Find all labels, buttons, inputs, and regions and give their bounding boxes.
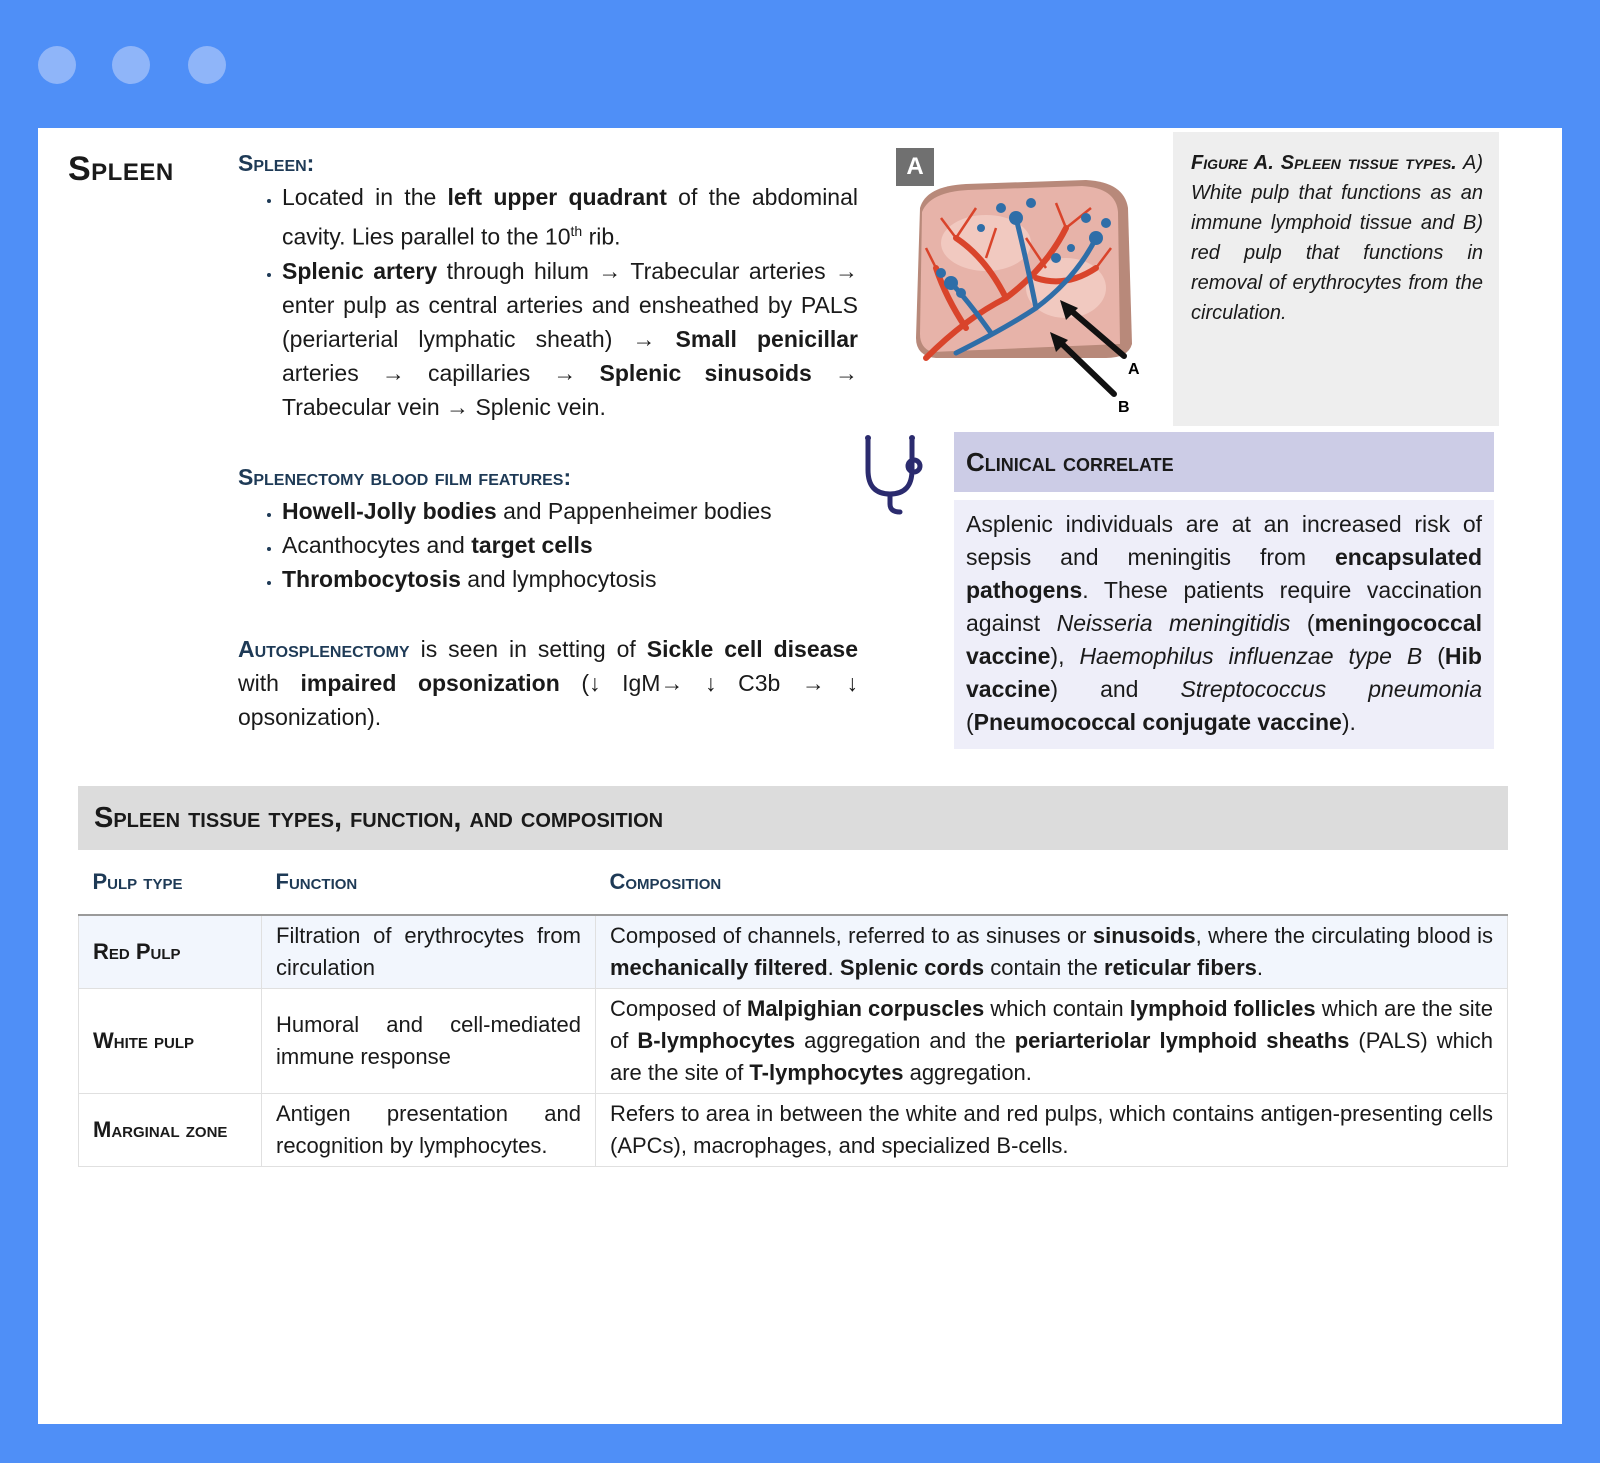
table-row [79, 915, 1508, 989]
pulp-type-cell: Red Pulp [79, 915, 262, 989]
table-header-row [79, 850, 1508, 915]
clinical-paragraph: Asplenic individuals are at an increased risk of sepsis and meningitis from encapsulated pathogens. These patients require vaccination against Neisseria meningitidis (meningococcal vaccine), Haemophilus influenzae type B (Hib vaccine) and Streptococcus pneumonia (Pneumococcal conjugate vaccine). [966, 511, 1482, 735]
figure-tag: A [896, 148, 934, 186]
spleen-figure [896, 148, 1156, 416]
table-row [79, 1094, 1508, 1167]
composition-cell: Composed of Malpighian corpuscles which contain lymphoid follicles which are the site of B-lymphocytes aggregation and the periarteriolar lymphoid sheaths (PALS) which are the site of T-lymphocytes aggregation. [596, 989, 1508, 1094]
list-item: • Thrombocytosis and lymphocytosis [282, 562, 858, 596]
function-cell: Humoral and cell-mediated immune response [262, 989, 596, 1094]
spleen-list [238, 180, 858, 424]
header-composition: Composition [596, 850, 1508, 915]
list-item: • Located in the left upper quadrant of the abdominal cavity. Lies parallel to the 10th rib. [282, 180, 858, 254]
tissue-table [78, 786, 1508, 1167]
document-page [38, 128, 1562, 1424]
spleen-heading: Spleen: [238, 150, 315, 176]
table-title: Spleen tissue types, function, and composition [78, 786, 1508, 850]
autosplenectomy-paragraph: Autosplenectomy is seen in setting of Sickle cell disease with impaired opsonization (↓ IgM→ ↓ C3b → ↓ opsonization). [238, 635, 858, 730]
clinical-correlate-body [954, 500, 1494, 749]
window-dot-2[interactable] [112, 46, 150, 84]
header-pulp-type: Pulp type [79, 850, 262, 915]
figure-label-b: B [1118, 399, 1130, 416]
splenectomy-list [238, 494, 858, 596]
stethoscope-icon [860, 432, 924, 516]
window-dot-3[interactable] [188, 46, 226, 84]
header-function: Function [262, 850, 596, 915]
list-item: • Splenic artery through hilum → Trabecular arteries → enter pulp as central arteries and ensheathed by PALS (periarterial lymphatic sheath) → Small penicillar arteries → capillaries → Splenic sinusoids → Trabecular vein → Splenic vein. [282, 254, 858, 424]
table-row [79, 989, 1508, 1094]
figure-label-a: A [1128, 361, 1140, 378]
composition-cell: Refers to area in between the white and red pulps, which contains antigen-presenting cells (APCs), macrophages, and specialized B-cells. [596, 1094, 1508, 1167]
window-dot-1[interactable] [38, 46, 76, 84]
page-title: Spleen [68, 150, 174, 188]
spleen-illustration [896, 148, 1156, 416]
composition-cell: Composed of channels, referred to as sinuses or sinusoids, where the circulating blood is mechanically filtered. Splenic cords contain the reticular fibers. [596, 915, 1508, 989]
function-cell: Filtration of erythrocytes from circulation [262, 915, 596, 989]
function-cell: Antigen presentation and recognition by lymphocytes. [262, 1094, 596, 1167]
pulp-type-cell: Marginal zone [79, 1094, 262, 1167]
list-item: • Acanthocytes and target cells [282, 528, 858, 562]
pulp-type-cell: White pulp [79, 989, 262, 1094]
main-notes [238, 146, 858, 734]
clinical-correlate-heading: Clinical correlate [954, 432, 1494, 492]
tissue-types-table [78, 850, 1508, 1167]
figure-caption: Figure A. Spleen tissue types. A) White pulp that functions as an immune lymphoid tissue and B) red pulp that functions in removal of erythrocytes from the circulation. [1173, 132, 1499, 426]
splenectomy-heading: Splenectomy blood film features: [238, 463, 572, 490]
list-item: • Howell-Jolly bodies and Pappenheimer bodies [282, 494, 858, 528]
